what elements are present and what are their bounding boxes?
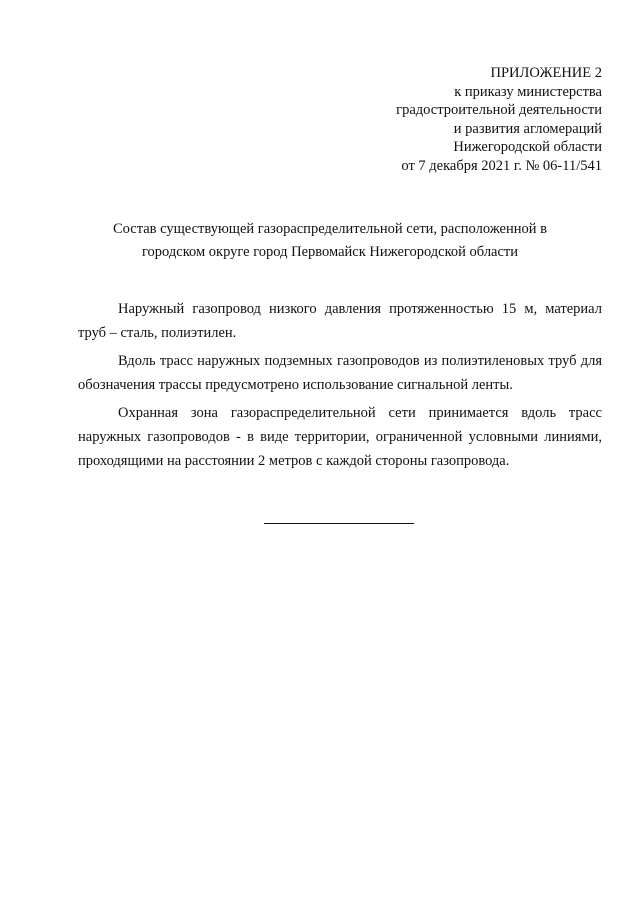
paragraph-protection-zone: Охранная зона газораспределительной сети принимается вдоль трасс наружных газопроводов - в виде территории, ограниченной условными линиями, проходящими на расстоянии 2 метров с каждой стороны газопровода. bbox=[78, 405, 602, 469]
appendix-region-line: Нижегородской области bbox=[453, 139, 602, 155]
document-body bbox=[78, 297, 602, 477]
document-title-line-1: Состав существующей газораспределительной сети, расположенной в bbox=[113, 221, 547, 237]
appendix-header bbox=[396, 64, 602, 175]
document-title bbox=[60, 218, 600, 263]
appendix-ministry-line: градостроительной деятельности bbox=[396, 102, 602, 118]
closing-divider bbox=[264, 523, 414, 524]
appendix-agglomeration-line: и развития агломераций bbox=[453, 120, 602, 137]
document-title-line-2: городском округе город Первомайск Нижегородской области bbox=[141, 243, 519, 260]
paragraph-pipeline: Наружный газопровод низкого давления протяженностью 15 м, материал труб – сталь, полиэтилен. bbox=[78, 301, 602, 341]
appendix-date-number: от 7 декабря 2021 г. № 06-11/541 bbox=[401, 157, 602, 174]
paragraph-signal-tape: Вдоль трасс наружных подземных газопроводов из полиэтиленовых труб для обозначения трассы предусмотрено использование сигнальной ленты. bbox=[78, 353, 602, 393]
appendix-title: ПРИЛОЖЕНИЕ 2 bbox=[490, 65, 602, 81]
appendix-order-line: к приказу министерства bbox=[454, 83, 602, 100]
